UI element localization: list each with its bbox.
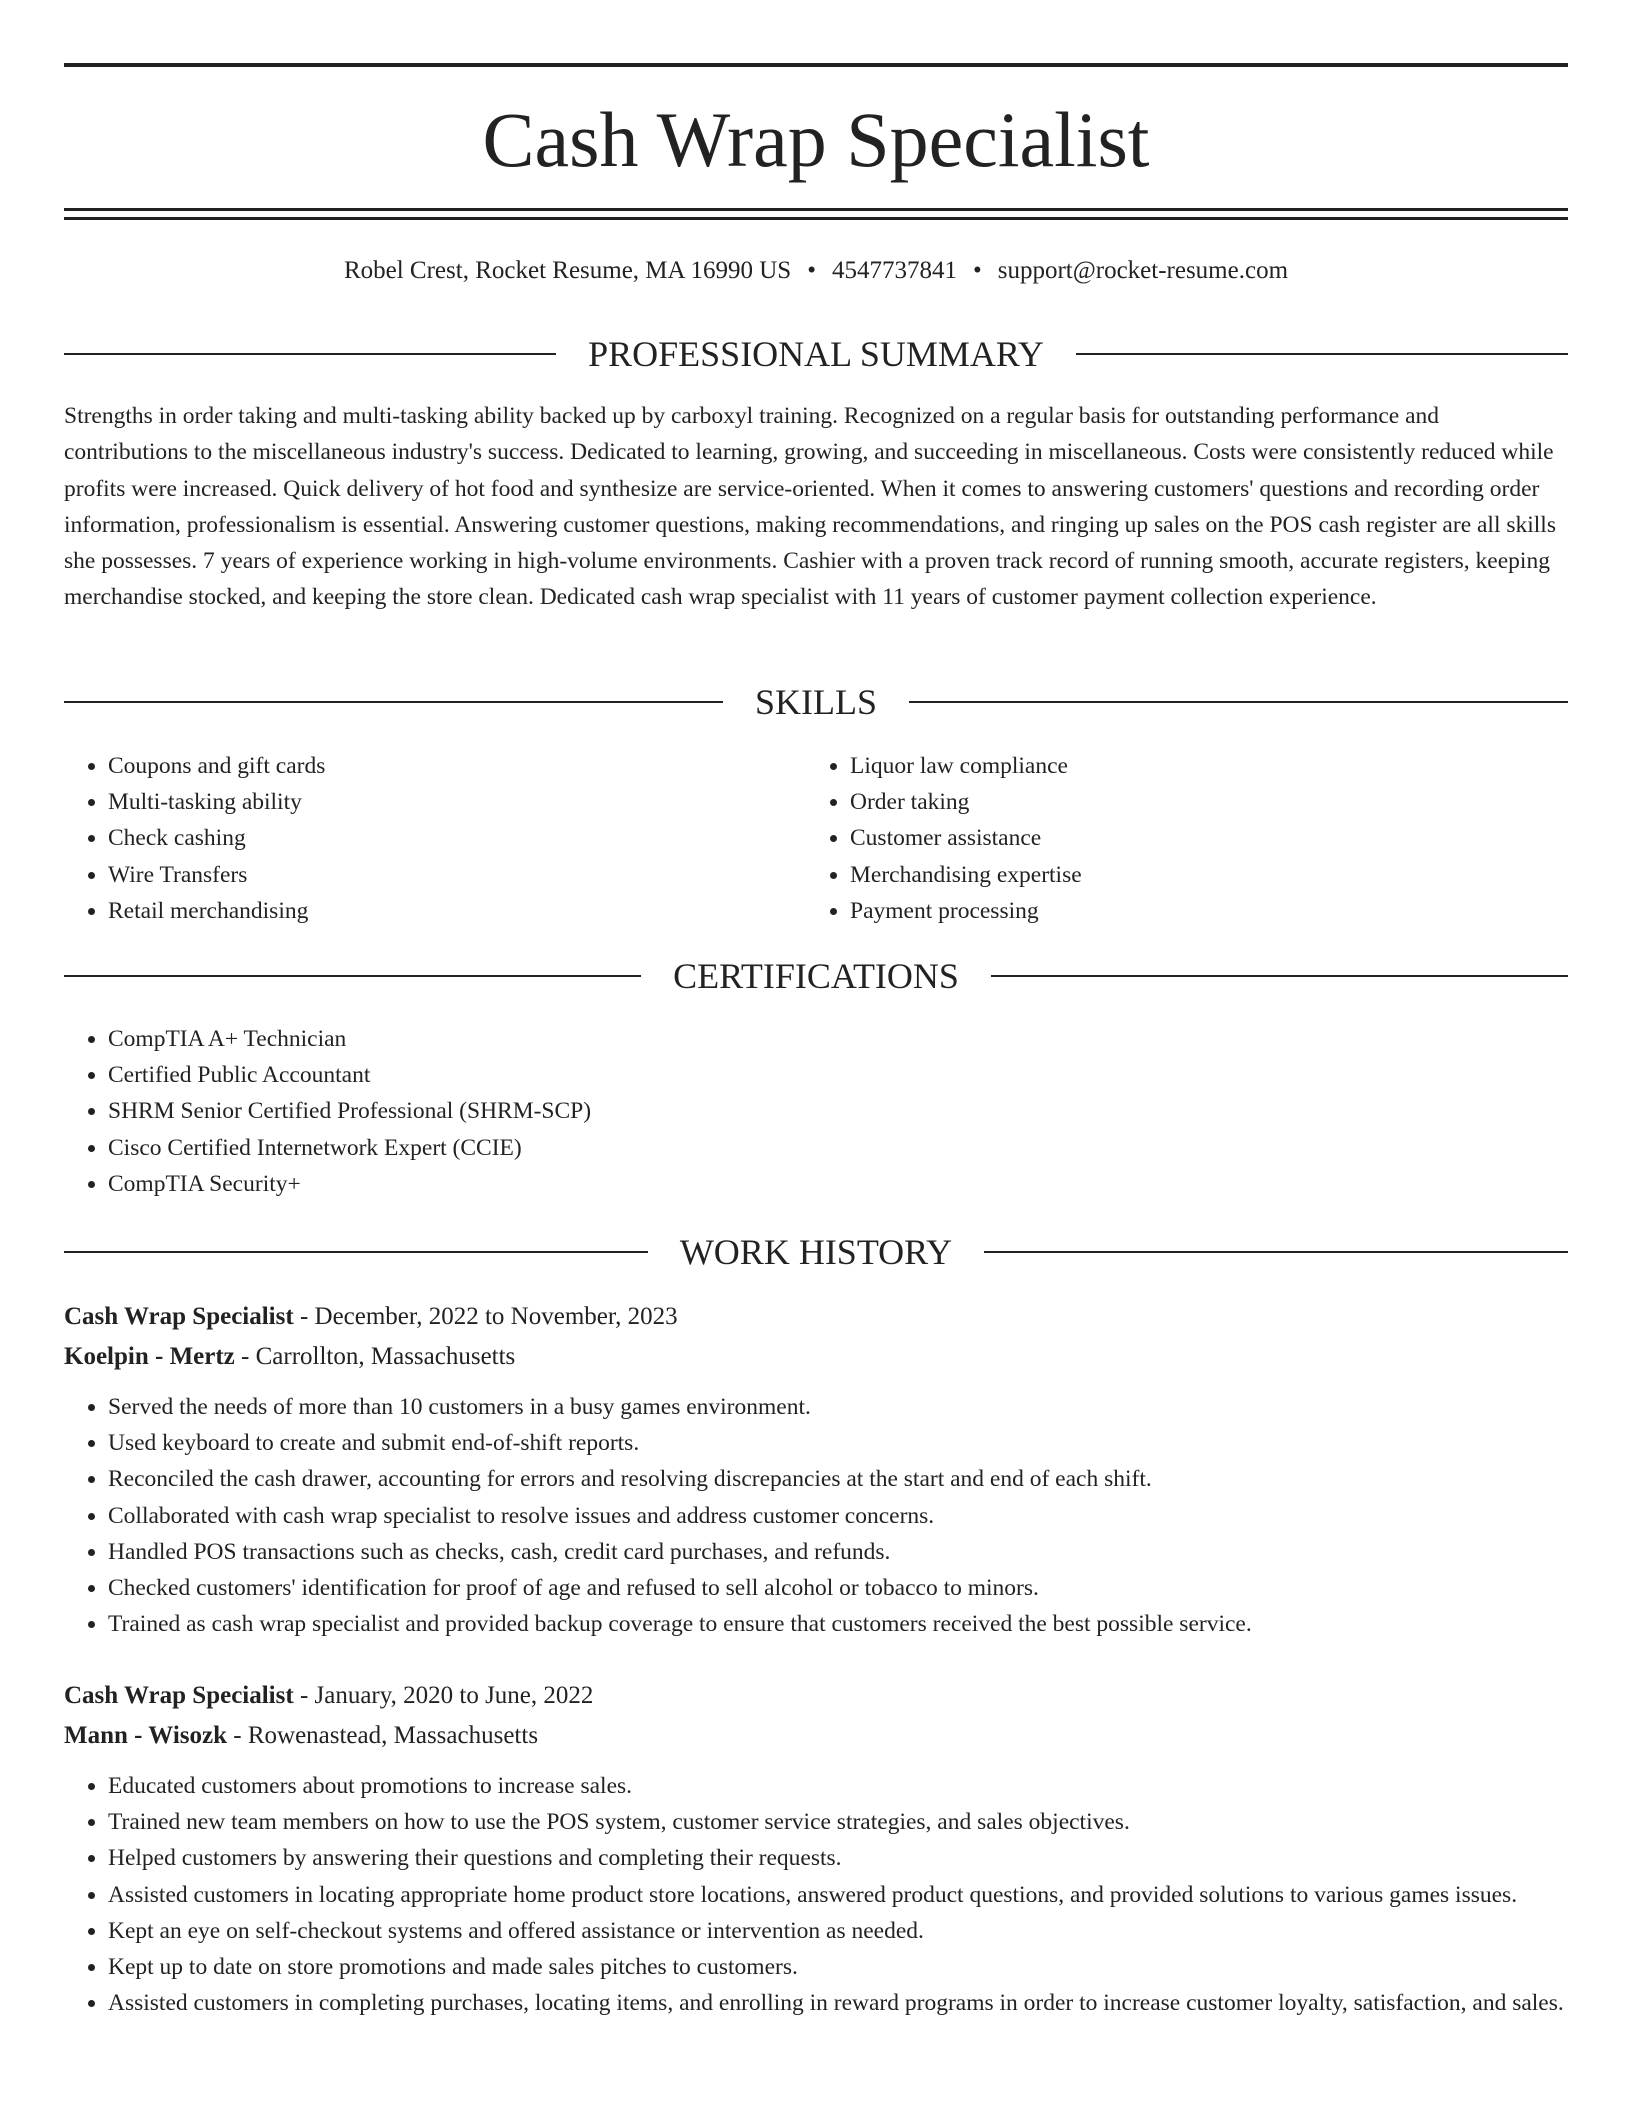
section-title-certifications: CERTIFICATIONS	[673, 956, 959, 996]
certifications-heading	[64, 954, 1568, 998]
certification-item: • SHRM Senior Certified Professional (SHRM-SCP)	[108, 1093, 1568, 1129]
skills-heading	[64, 680, 1568, 724]
job-company: Mann - Wisozk	[64, 1722, 228, 1749]
summary-text: Strengths in order taking and multi-tasking ability backed up by carboxyl training. Recognized on a regular basis for outstanding performance and contributions to the miscellaneous industry's success. Dedicated to learning, growing, and succeeding in miscellaneous. Costs were consistently reduced while profits were increased. Quick delivery of hot food and synthesize are service-oriented. When it comes to answering customers' questions and recording order information, professionalism is essential. Answering customer questions, making recommendations, and ringing up sales on the POS cash register are all skills she possesses. 7 years of experience working in high-volume environments. Cashier with a proven track record of running smooth, accurate registers, keeping merchandise stocked, and keeping the store clean. Dedicated cash wrap specialist with 11 years of customer payment collection experience.	[64, 403, 1556, 611]
job-company-line	[64, 1337, 1568, 1377]
job-bullet: • Assisted customers in locating appropriate home product store locations, answered product questions, and provided solutions to various games issues.	[108, 1877, 1568, 1913]
skill-item: • Customer assistance	[850, 820, 1548, 856]
skill-item: • Retail merchandising	[108, 893, 806, 929]
skills-column-right	[806, 748, 1548, 929]
heading-rule	[64, 975, 641, 977]
job-bullet: • Helped customers by answering their questions and completing their requests.	[108, 1840, 1568, 1876]
skill-item: • Merchandising expertise	[850, 857, 1548, 893]
job-title-line	[64, 1297, 1568, 1337]
heading-rule	[1076, 353, 1568, 355]
job-company: Koelpin - Mertz	[64, 1343, 235, 1370]
contact-line	[64, 254, 1568, 288]
certifications-list	[64, 1021, 1568, 1202]
job-role: Cash Wrap Specialist	[64, 1682, 294, 1709]
resume-title: Cash Wrap Specialist	[482, 96, 1150, 183]
heading-rule	[984, 1251, 1568, 1253]
heading-rule	[64, 353, 556, 355]
contact-separator: •	[807, 257, 816, 284]
job-bullet: • Used keyboard to create and submit end-of-shift reports.	[108, 1425, 1568, 1461]
heading-rule	[909, 701, 1568, 703]
job-entry	[64, 1297, 1568, 1642]
skills-column-left	[64, 748, 806, 929]
skill-item: • Multi-tasking ability	[108, 784, 806, 820]
job-entry	[64, 1676, 1568, 2021]
job-bullet: • Assisted customers in completing purchases, locating items, and enrolling in reward programs in order to increase customer loyalty, satisfaction, and sales.	[108, 1985, 1568, 2021]
job-bullet: • Kept an eye on self-checkout systems and offered assistance or intervention as needed.	[108, 1913, 1568, 1949]
job-bullet: • Educated customers about promotions to increase sales.	[108, 1768, 1568, 1804]
work-heading	[64, 1230, 1568, 1274]
skill-item: • Order taking	[850, 784, 1548, 820]
job-title-line	[64, 1676, 1568, 1716]
contact-separator: •	[972, 257, 982, 284]
job-dates: - December, 2022 to November, 2023	[293, 1303, 678, 1330]
skill-item: • Coupons and gift cards	[108, 748, 806, 784]
job-bullet: • Handled POS transactions such as checks, cash, credit card purchases, and refunds.	[108, 1534, 1568, 1570]
job-bullet: • Served the needs of more than 10 customers in a busy games environment.	[108, 1389, 1568, 1425]
job-bullet: • Collaborated with cash wrap specialist to resolve issues and address customer concerns.	[108, 1498, 1568, 1534]
skill-item: • Liquor law compliance	[850, 748, 1548, 784]
job-bullet: • Trained new team members on how to use the POS system, customer service strategies, and sales objectives.	[108, 1804, 1568, 1840]
job-dates: - January, 2020 to June, 2022	[293, 1682, 594, 1709]
heading-rule	[991, 975, 1568, 977]
job-company-line	[64, 1716, 1568, 1756]
certification-item: • CompTIA A+ Technician	[108, 1021, 1568, 1057]
contact-email: support@rocket-resume.com	[997, 257, 1289, 284]
certification-item: • Certified Public Accountant	[108, 1057, 1568, 1093]
top-rule	[64, 63, 1568, 67]
job-location: - Rowenastead, Massachusetts	[227, 1722, 539, 1749]
job-bullet: • Reconciled the cash drawer, accounting for errors and resolving discrepancies at the start and end of each shift.	[108, 1461, 1568, 1497]
contact-address: Robel Crest, Rocket Resume, MA 16990 US	[343, 257, 792, 284]
certification-item: • Cisco Certified Internetwork Expert (CCIE)	[108, 1130, 1568, 1166]
heading-rule	[64, 701, 723, 703]
heading-rule	[64, 1251, 648, 1253]
skill-item: • Wire Transfers	[108, 857, 806, 893]
section-title-work: WORK HISTORY	[679, 1232, 953, 1272]
double-rule	[64, 208, 1568, 220]
job-location: - Carrollton, Massachusetts	[234, 1343, 516, 1370]
skills-list	[64, 748, 1568, 929]
job-role: Cash Wrap Specialist	[64, 1303, 294, 1330]
contact-phone: 4547737841	[831, 257, 957, 284]
job-bullet: • Checked customers' identification for proof of age and refused to sell alcohol or tobacco to minors.	[108, 1570, 1568, 1606]
certification-item: • CompTIA Security+	[108, 1166, 1568, 1202]
skill-item: • Payment processing	[850, 893, 1548, 929]
skill-item: • Check cashing	[108, 820, 806, 856]
job-bullet: • Kept up to date on store promotions and made sales pitches to customers.	[108, 1949, 1568, 1985]
section-title-summary: PROFESSIONAL SUMMARY	[588, 334, 1044, 374]
section-title-skills: SKILLS	[755, 682, 878, 722]
job-bullet: • Trained as cash wrap specialist and provided backup coverage to ensure that customers received the best possible service.	[108, 1606, 1568, 1642]
summary-heading	[64, 332, 1568, 376]
